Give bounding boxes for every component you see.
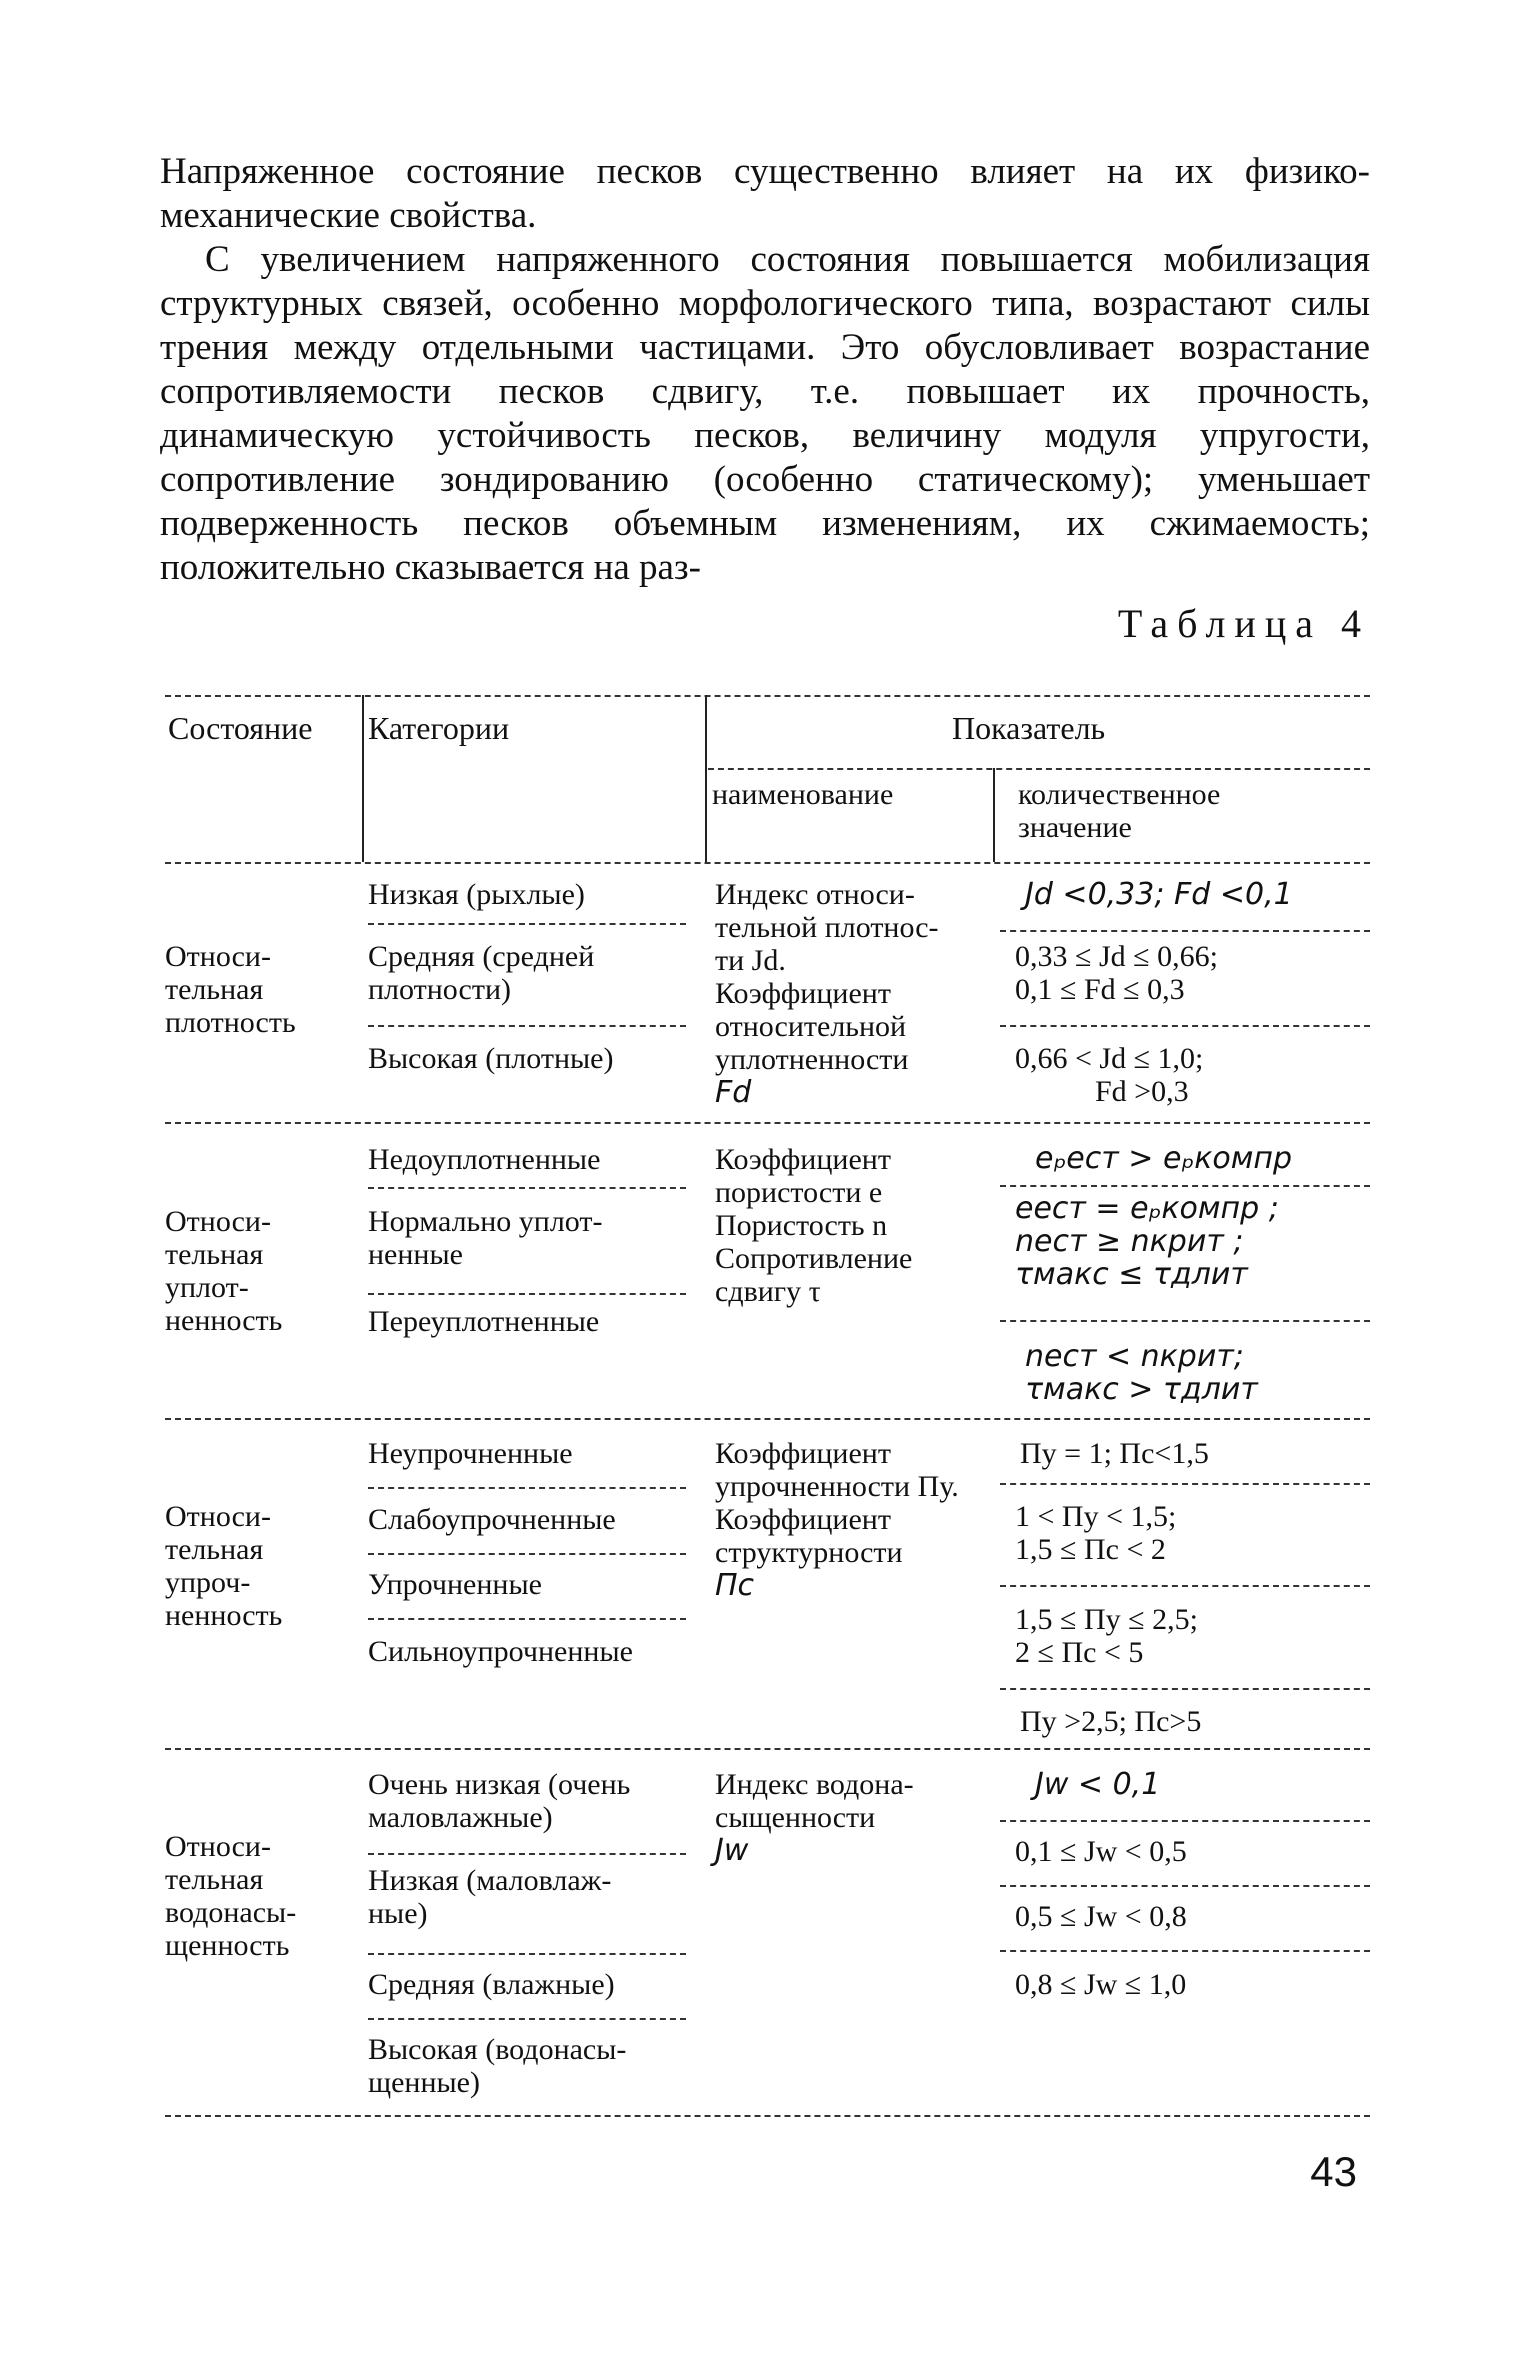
table-title: Таблица 4 [1117,601,1370,646]
value-cell: 0,66 < Jd ≤ 1,0; Fd >0,3 [1015,1042,1204,1108]
table-vline-categories [362,695,364,862]
table-vline-quantity [993,768,995,862]
category-cell: Высокая (водонасы- щенные) [368,2033,627,2099]
category-cell: Средняя (влажные) [368,1968,615,2001]
table-rule-bottom [165,2115,1370,2117]
category-cell: Высокая (плотные) [368,1042,614,1075]
category-separator [368,923,686,925]
category-cell: Низкая (маловлаж- ные) [368,1864,612,1930]
table-rule-group-3 [165,1748,1370,1750]
category-cell: Упрочненные [368,1568,542,1601]
table-rule-top [165,695,1370,697]
value-cell: 1 < Пу < 1,5; 1,5 ≤ Пс < 2 [1015,1500,1177,1566]
table-rule-header-bottom [165,862,1370,864]
category-cell: Сильноупрочненные [368,1635,633,1668]
value-cell: nест < nкрит; τмакс > τдлит [1025,1339,1258,1407]
value-separator [1000,1820,1370,1822]
category-cell: Слабоупрочненные [368,1503,616,1536]
value-cell: eₚест > eₚкомпр [1035,1141,1293,1176]
indicator-name-cell: Коэффициент упрочненности Пу. Коэффициент структурности Пс [715,1437,959,1603]
table-rule-header-split [708,768,1370,770]
state-label: Относи- тельная уплот- ненность [165,1205,283,1337]
value-separator [1000,930,1370,932]
value-separator [1000,1585,1370,1587]
value-separator [1000,1185,1370,1187]
category-separator [368,1618,686,1620]
category-cell: Низкая (рыхлые) [368,878,585,911]
value-cell: 0,5 ≤ Jw < 0,8 [1015,1900,1187,1933]
value-cell: Jw < 0,1 [1035,1767,1161,1802]
category-separator [368,1293,686,1295]
header-name: наименование [712,778,894,811]
value-separator [1000,1483,1370,1485]
category-cell: Очень низкая (очень маловлажные) [368,1768,631,1834]
paragraph-1: Напряженное состояние песков существенно влияет на их физико-механические свойства. [160,151,1370,236]
indicator-name-cell: Коэффициент пористости e Пористость n Сопротивление сдвигу τ [715,1143,913,1308]
value-separator [1000,1320,1370,1322]
table-vline-indicator [705,695,707,862]
value-cell: 0,33 ≤ Jd ≤ 0,66; 0,1 ≤ Fd ≤ 0,3 [1015,940,1218,1006]
table-rule-group-2 [165,1418,1370,1420]
category-separator [368,1025,686,1027]
header-state: Состояние [168,710,313,746]
value-separator [1000,1025,1370,1027]
value-cell: 0,1 ≤ Jw < 0,5 [1015,1835,1187,1868]
value-cell: Пу = 1; Пс<1,5 [1020,1437,1209,1470]
header-indicator: Показатель [952,710,1106,746]
table-rule-group-1 [165,1122,1370,1124]
value-cell: 0,8 ≤ Jw ≤ 1,0 [1015,1968,1187,2001]
category-cell: Недоуплотненные [368,1143,601,1176]
indicator-name-cell: Индекс относи- тельной плотнос- ти Jd. Коэффициент относительной уплотненности Fd [715,878,939,1110]
value-cell: Jd <0,33; Fd <0,1 [1025,877,1293,912]
category-cell: Неупрочненные [368,1437,573,1470]
category-separator [368,1953,686,1955]
state-label: Относи- тельная плотность [165,940,296,1039]
category-cell: Средняя (средней плотности) [368,940,595,1006]
value-separator [1000,1885,1370,1887]
value-cell: Пу >2,5; Пс>5 [1020,1705,1202,1738]
value-separator [1000,1950,1370,1952]
category-cell: Нормально уплот- ненные [368,1205,603,1271]
category-separator [368,2018,686,2020]
page-number: 43 [1310,2148,1357,2195]
category-separator [368,1553,686,1555]
value-cell: eест = eₚкомпр ; nест ≥ nкрит ; τмакс ≤ τдлит [1015,1191,1279,1292]
indicator-name-cell: Индекс водона- сыщенности Jw [715,1768,914,1868]
paragraph-2: С увеличением напряженного состояния повышается мобилизация структурных связей, особенно морфологического типа, возрастают силы трения между отдельными частицами. Это обусловливает возрастание сопротивляемости песков сдвигу, т.е. повышает их прочность, динамическую устойчивость песков, величину модуля упругости, сопротивление зондированию (особенно статическому); уменьшает подверженность песков объемным изменениям, их сжимаемость; положительно сказывается на раз- [160,239,1370,588]
header-quantity: количественное значение [1018,778,1221,844]
state-label: Относи- тельная упроч- ненность [165,1500,283,1632]
state-label: Относи- тельная водонасы- щенность [165,1830,297,1962]
value-separator [1000,1688,1370,1690]
category-cell: Переуплотненные [368,1305,600,1338]
category-separator [368,1487,686,1489]
value-cell: 1,5 ≤ Пу ≤ 2,5; 2 ≤ Пс < 5 [1015,1603,1198,1669]
header-categories: Категории [368,710,510,746]
category-separator [368,1853,686,1855]
category-separator [368,1187,686,1189]
